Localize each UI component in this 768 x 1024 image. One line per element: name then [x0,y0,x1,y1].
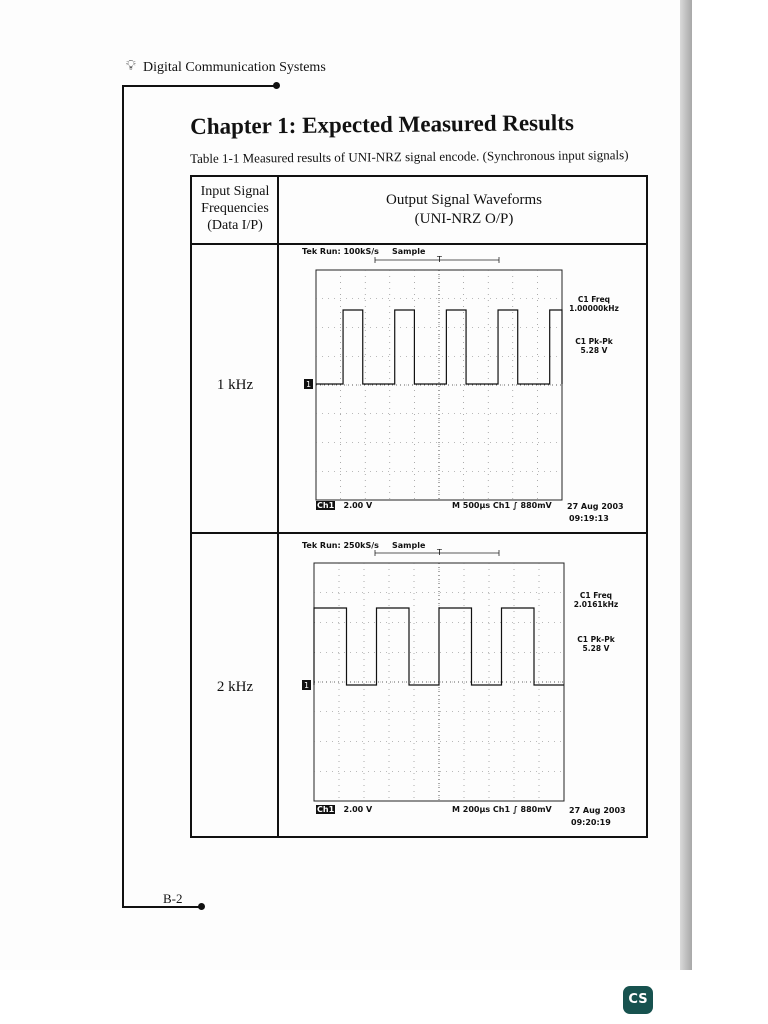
chapter-title: Chapter 1: Expected Measured Results [190,109,574,139]
freq-measurement-value: 1.00000kHz [569,304,619,313]
oscilloscope-traces [192,177,646,836]
lightbulb-icon: 💡︎ [126,59,136,74]
scope-trigger-level: 880mV [520,805,552,814]
column-header-output-line: Output Signal Waveforms [386,192,542,208]
header-rule [122,85,277,87]
pkpk-measurement-value: 5.28 V [580,346,608,355]
uni-nrz-waveform [314,608,564,685]
frequency-cell: 2 kHz [216,679,254,695]
pkpk-measurement-label: C1 Pk-Pk [577,635,615,644]
scope-trigger-level: 880mV [520,501,552,510]
header-rule-dot [273,82,280,89]
scope-time: 09:19:13 [569,514,609,523]
freq-measurement-value: 2.0161kHz [573,600,619,609]
page-gutter-shadow [680,0,692,970]
column-header-output-line: (UNI-NRZ O/P) [414,211,514,227]
scope-run-label: Tek Run: 250kS/s [302,541,379,550]
margin-rule [122,85,124,907]
frequency-cell: 1 kHz [216,377,254,393]
scope-trigger-slope: ∫ [512,805,518,814]
scope-trigger-source: Ch1 [492,501,511,510]
scope-date: 27 Aug 2003 [567,502,624,511]
pkpk-measurement-label: C1 Pk-Pk [575,337,613,346]
scope-time: 09:20:19 [571,818,611,827]
scope-channel-marker-label: 1 [304,681,310,690]
scope-mode-label: Sample [392,541,426,550]
ch1-tag: Ch1 [317,501,335,510]
scope-volts: 2.00 V [343,805,373,814]
freq-measurement-label: C1 Freq [579,591,613,600]
column-header-input-line: Frequencies [201,201,269,216]
scope-mode-label: Sample [392,247,426,256]
results-table [190,175,648,838]
scope-timebase: M 500µs [452,501,491,510]
running-header: Digital Communication Systems [143,60,326,75]
bottom-margin [0,970,692,1024]
column-header-input-line: Input Signal [200,184,270,199]
camscanner-badge: CS [623,986,653,1014]
freq-measurement-label: C1 Freq [577,295,611,304]
footer-rule-dot [198,903,205,910]
scope-date: 27 Aug 2003 [569,806,626,815]
table-caption: Table 1-1 Measured results of UNI-NRZ signal encode. (Synchronous input signals) [190,147,629,166]
scope-volts: 2.00 V [343,501,373,510]
scope-trigger-source: Ch1 [492,805,511,814]
page-number: B-2 [163,891,183,906]
scope-channel-marker-label: 1 [306,380,312,389]
pkpk-measurement-value: 5.28 V [582,644,610,653]
scope-trigger-slope: ∫ [512,501,518,510]
scope-trigger-marker: T [437,548,442,557]
footer-rule [122,906,202,908]
margin-area [692,0,768,1024]
ch1-tag: Ch1 [317,805,335,814]
scope-trigger-marker: T [437,255,442,264]
column-header-input-line: (Data I/P) [207,218,263,233]
scope-timebase: M 200µs [452,805,491,814]
scope-run-label: Tek Run: 100kS/s [302,247,379,256]
